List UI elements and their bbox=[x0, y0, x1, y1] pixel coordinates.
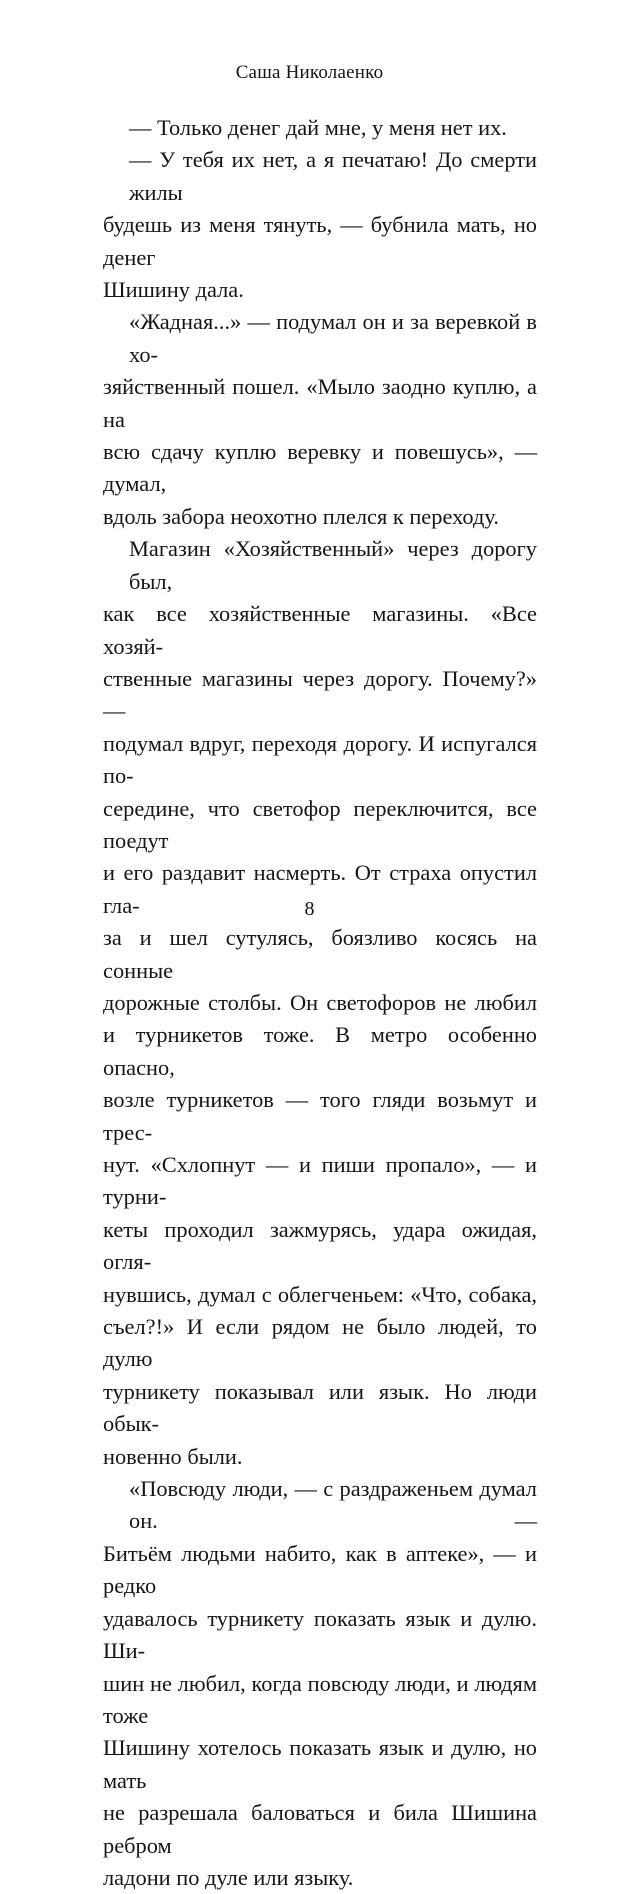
text-line: подумал вдруг, переходя дорогу. И испугался по- bbox=[103, 730, 537, 789]
text-line: будешь из меня тянуть, — бубнила мать, но денег bbox=[103, 212, 537, 270]
text-line: ственные магазины через дорогу. Почему?» — bbox=[103, 665, 537, 724]
running-head: Саша Николаенко bbox=[235, 62, 384, 83]
text-line: и его раздавит насмерть. От страха опустил гла- bbox=[103, 860, 537, 918]
text-line: — Только денег дай мне, у меня нет их. bbox=[129, 115, 507, 140]
text-line: Магазин «Хозяйственный» через дорогу был, bbox=[129, 536, 537, 594]
text-line: Шишину дала. bbox=[103, 277, 244, 303]
text-line: дорожные столбы. Он светофоров не любил bbox=[103, 989, 537, 1015]
text-line: Шишину хотелось показать язык и дулю, но мать bbox=[103, 1735, 537, 1793]
text-line: нут. «Схлопнут — и пиши пропало», — и турни- bbox=[103, 1152, 537, 1210]
text-line: не разрешала баловаться и била Шишина ребром bbox=[103, 1800, 537, 1858]
text-line: турникету показывал или язык. Но люди обык- bbox=[103, 1378, 537, 1437]
text-line: за и шел сутулясь, боязливо косясь на сонные bbox=[103, 925, 537, 983]
text-line: вдоль забора неохотно плелся к переходу. bbox=[103, 503, 499, 529]
text-line: ладони по дуле или языку. bbox=[103, 1864, 354, 1890]
text-line: «Жадная...» — подумал он и за веревкой в хо- bbox=[129, 309, 537, 367]
text-line: середине, что светофор переключится, все поедут bbox=[103, 795, 537, 853]
paragraph bbox=[103, 1473, 537, 1894]
text-line: и турникетов тоже. В метро особенно опасно, bbox=[103, 1022, 537, 1080]
text-line: новенно были. bbox=[103, 1443, 243, 1469]
text-line: удавалось турникету показать язык и дулю. Ши- bbox=[103, 1605, 537, 1664]
paragraph bbox=[103, 112, 537, 144]
text-line: — У тебя их нет, а я печатаю! До смерти жилы bbox=[129, 147, 537, 205]
page-number: 8 bbox=[304, 898, 315, 920]
text-line: шин не любил, когда повсюду люди, и людям тоже bbox=[103, 1670, 537, 1728]
text-line: зяйственный пошел. «Мыло заодно куплю, а на bbox=[103, 374, 537, 432]
text-line: Битьём людьми набито, как в аптеке», — и редко bbox=[103, 1540, 537, 1599]
paragraph bbox=[103, 144, 537, 306]
text-line: «Повсюду люди, — с раздраженьем думал он. — bbox=[129, 1476, 537, 1534]
paragraph bbox=[103, 306, 537, 533]
paragraph bbox=[103, 533, 537, 1473]
text-line: возле турникетов — того гляди возьмут и трес- bbox=[103, 1087, 537, 1145]
text-line: нувшись, думал с облегченьем: «Что, собака, bbox=[103, 1281, 537, 1307]
text-line: как все хозяйственные магазины. «Все хозяй- bbox=[103, 601, 537, 659]
body-text bbox=[103, 112, 537, 1894]
text-line: кеты проходил зажмурясь, удара ожидая, огля- bbox=[103, 1216, 537, 1275]
text-line: съел?!» И если рядом не было людей, то дулю bbox=[103, 1314, 537, 1372]
text-line: всю сдачу куплю веревку и повешусь», — думал, bbox=[103, 439, 537, 497]
